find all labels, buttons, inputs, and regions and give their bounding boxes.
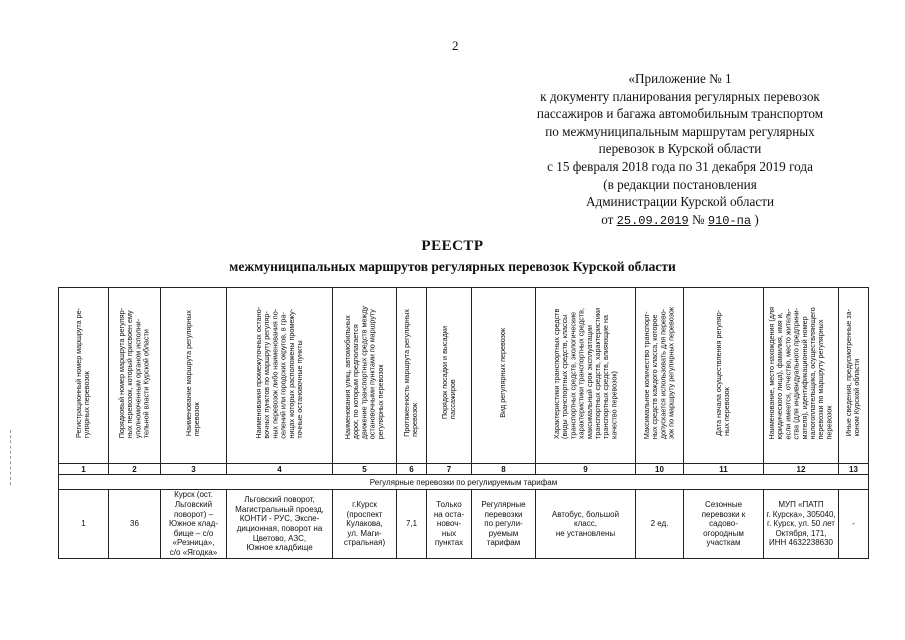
- table-header-cell: Наименование маршрута регулярных перевозок: [161, 288, 227, 464]
- column-number: 5: [333, 464, 397, 475]
- number-prefix: №: [691, 211, 705, 227]
- date-prefix: от: [601, 211, 614, 227]
- appendix-line: перевозок в Курской области: [598, 141, 762, 157]
- table-header-cell: Характеристики транспортных средств (виды транспортных средств, классы транспортных средств, экологические характеристики транспортных средств, максимальный срок эксплуатации транспортных средств, характеристики транспортных средств, влияющие на качество перевозок): [536, 288, 636, 464]
- table-header-cell: Регистрационный номер маршрута ре- гулярных перевозок: [59, 288, 109, 464]
- table-header-cell: Наименование, место нахождения (для юридического лица), фамилия, имя и, если имеется, отчество, место житель- ства (для индивидуального предприни- мателя), идентификационный номер налогоплательщика, осуществляющего перевозки по маршруту регулярных перевозок: [764, 288, 839, 464]
- appendix-line: к документу планирования регулярных перевозок: [540, 88, 820, 104]
- table-header-row: [59, 288, 869, 464]
- section-row: [59, 475, 869, 490]
- table-header-cell: Наименования улиц, автомобильных дорог, по которым предполагается движение транспортных средств между остановочными пунктами по маршруту регулярных перевозок: [333, 288, 397, 464]
- table-cell: 2 ед.: [636, 490, 684, 559]
- column-number-row: [59, 464, 869, 475]
- table-cell: Регулярные перевозки по регули- руемым тарифам: [472, 490, 536, 559]
- column-number: 8: [472, 464, 536, 475]
- margin-mark: [10, 430, 12, 485]
- table-cell: МУП «ПАТП г. Курска», 305040, г. Курск, ул. 50 лет Октября, 171, ИНН 4632238630: [764, 490, 839, 559]
- table-header-cell: Протяженность маршрута регулярных перевозок: [397, 288, 427, 464]
- appendix-line: «Приложение № 1: [628, 71, 732, 86]
- table-cell: Льговский поворот, Магистральный проезд, КОНТИ - РУС, Экспе- диционная, поворот на Цветово, АЗС, Южное кладбище: [227, 490, 333, 559]
- table-row: [59, 490, 869, 559]
- column-number: 7: [427, 464, 472, 475]
- table-cell: Сезонные перевозки к садово- огородным участкам: [684, 490, 764, 559]
- column-number: 1: [59, 464, 109, 475]
- table-cell: Курск (ост. Льговский поворот) – Южное клад- бище – с/о «Резница», с/о «Ягодка»: [161, 490, 227, 559]
- table-header-cell: Максимальное количество транспорт- ных средств каждого класса, которое допускается использовать для перево- зок по маршруту регулярных перевозок: [636, 288, 684, 464]
- table-cell: г.Курск (проспект Кулакова, ул. Маги- стральная): [333, 490, 397, 559]
- column-number: 13: [839, 464, 869, 475]
- appendix-line: с 15 февраля 2018 года по 31 декабря 2019 года: [547, 158, 813, 174]
- table-cell: 7,1: [397, 490, 427, 559]
- appendix-line: (в редакции постановления: [603, 176, 757, 192]
- page-number: 2: [452, 38, 459, 53]
- appendix-line: Администрации Курской области: [585, 194, 775, 210]
- number-value: 910-па: [707, 213, 752, 228]
- column-number: 4: [227, 464, 333, 475]
- appendix-date-line: [470, 211, 890, 231]
- appendix-header: [470, 70, 890, 230]
- table-header-cell: Дата начала осуществления регуляр- ных перевозок: [684, 288, 764, 464]
- appendix-line: по межмуниципальным маршрутам регулярных: [545, 123, 815, 139]
- column-number: 2: [109, 464, 161, 475]
- column-number: 11: [684, 464, 764, 475]
- table-header-cell: Вид регулярных перевозок: [472, 288, 536, 464]
- table-cell: -: [839, 490, 869, 559]
- column-number: 6: [397, 464, 427, 475]
- table-cell: 36: [109, 490, 161, 559]
- column-number: 9: [536, 464, 636, 475]
- registry-table: [58, 287, 869, 559]
- date-suffix: ): [754, 211, 759, 227]
- column-number: 3: [161, 464, 227, 475]
- table-cell: Автобус, большой класс, не установлены: [536, 490, 636, 559]
- document-title: РЕЕСТР: [421, 238, 484, 254]
- column-number: 12: [764, 464, 839, 475]
- document-subtitle: межмуниципальных маршрутов регулярных перевозок Курской области: [229, 259, 676, 274]
- date-value: 25.09.2019: [616, 213, 689, 228]
- table-header-cell: Порядок посадки и высадки пассажиров: [427, 288, 472, 464]
- section-title: Регулярные перевозки по регулируемым тарифам: [59, 475, 869, 490]
- table-cell: Только на оста- новоч- ных пунктах: [427, 490, 472, 559]
- table-cell: 1: [59, 490, 109, 559]
- table-header-cell: Порядковый номер маршрута регуляр- ных перевозок, который присвоен ему уполномоченным органом исполни- тельной власти Курской области: [109, 288, 161, 464]
- column-number: 10: [636, 464, 684, 475]
- appendix-line: пассажиров и багажа автомобильным транспортом: [536, 106, 824, 122]
- table-header-cell: Иные сведения, предусмотренные за- коном Курской области: [839, 288, 869, 464]
- table-header-cell: Наименования промежуточных остано- вочных пунктов по маршруту регуляр- ных перевозок либо наименования по- селений или городских округов, в гра- ницах которых расположены промежу- точные остановочные пункты: [227, 288, 333, 464]
